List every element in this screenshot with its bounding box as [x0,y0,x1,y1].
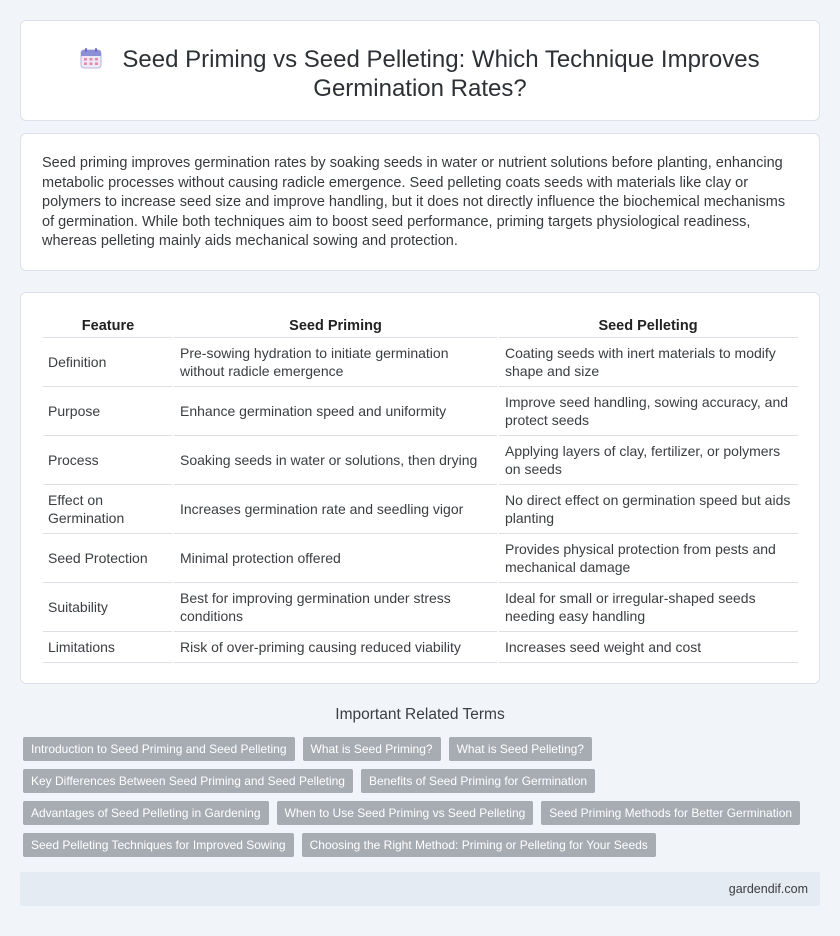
page-title: Seed Priming vs Seed Pelleting: Which Technique Improves Germination Rates? [122,46,760,102]
tag-link[interactable]: Key Differences Between Seed Priming and Seed Pelleting [23,769,353,793]
row-priming: Pre-sowing hydration to initiate germination without radicle emergence [173,337,498,386]
comparison-table-card [20,292,820,684]
tag-link[interactable]: Seed Pelleting Techniques for Improved Sowing [23,833,294,857]
header-card [20,20,820,121]
tag-link[interactable]: Seed Priming Methods for Better Germination [541,801,800,825]
row-feature: Seed Protection [43,533,173,582]
row-pelleting: Provides physical protection from pests and mechanical damage [498,533,798,582]
table-row [43,533,798,582]
row-feature: Limitations [43,631,173,662]
tag-link[interactable]: What is Seed Priming? [303,737,441,761]
row-feature: Purpose [43,386,173,435]
header-seed-priming: Seed Priming [173,315,498,337]
table-row [43,435,798,484]
tag-link[interactable]: Introduction to Seed Priming and Seed Pelleting [23,737,295,761]
table-header-row [43,315,798,337]
row-priming: Best for improving germination under stress conditions [173,582,498,631]
comparison-table [43,315,798,663]
tag-link[interactable]: What is Seed Pelleting? [449,737,592,761]
tag-row [23,833,813,857]
page-title-wrap [21,45,819,103]
row-feature: Definition [43,337,173,386]
table-row [43,484,798,533]
related-terms-list [23,737,813,865]
table-row [43,582,798,631]
table-row [43,337,798,386]
row-pelleting: Ideal for small or irregular-shaped seeds needing easy handling [498,582,798,631]
row-priming: Enhance germination speed and uniformity [173,386,498,435]
row-priming: Soaking seeds in water or solutions, then drying [173,435,498,484]
footer-site[interactable]: gardendif.com [728,882,808,896]
row-pelleting: No direct effect on germination speed but aids planting [498,484,798,533]
row-pelleting: Applying layers of clay, fertilizer, or polymers on seeds [498,435,798,484]
tag-row [23,801,813,825]
table-row [43,631,798,662]
row-feature: Process [43,435,173,484]
row-feature: Effect on Germination [43,484,173,533]
summary-text: Seed priming improves germination rates by soaking seeds in water or nutrient solutions before planting, enhancing metabolic processes without causing radicle emergence. Seed pelleting coats seeds with materials like clay or polymers to increase seed size and improve handling, but it does not directly influence the biochemical mechanisms of germination. While both techniques aim to boost seed performance, priming targets physiological readiness, whereas pelleting mainly aids mechanical sowing and protection. [42,155,786,250]
tag-link[interactable]: Advantages of Seed Pelleting in Gardening [23,801,269,825]
tag-row [23,737,813,761]
summary-card [20,133,820,271]
footer [20,872,820,906]
tag-row [23,769,813,793]
row-priming: Increases germination rate and seedling vigor [173,484,498,533]
header-seed-pelleting: Seed Pelleting [498,315,798,337]
row-pelleting: Improve seed handling, sowing accuracy, and protect seeds [498,386,798,435]
header-feature: Feature [43,315,173,337]
tag-link[interactable]: Choosing the Right Method: Priming or Pelleting for Your Seeds [302,833,656,857]
row-pelleting: Increases seed weight and cost [498,631,798,662]
row-pelleting: Coating seeds with inert materials to modify shape and size [498,337,798,386]
related-terms-title: Important Related Terms [335,706,505,723]
row-feature: Suitability [43,582,173,631]
tag-link[interactable]: Benefits of Seed Priming for Germination [361,769,595,793]
row-priming: Risk of over-priming causing reduced viability [173,631,498,662]
row-priming: Minimal protection offered [173,533,498,582]
tag-link[interactable]: When to Use Seed Priming vs Seed Pelleting [277,801,534,825]
table-row [43,386,798,435]
calendar-icon [80,47,102,69]
